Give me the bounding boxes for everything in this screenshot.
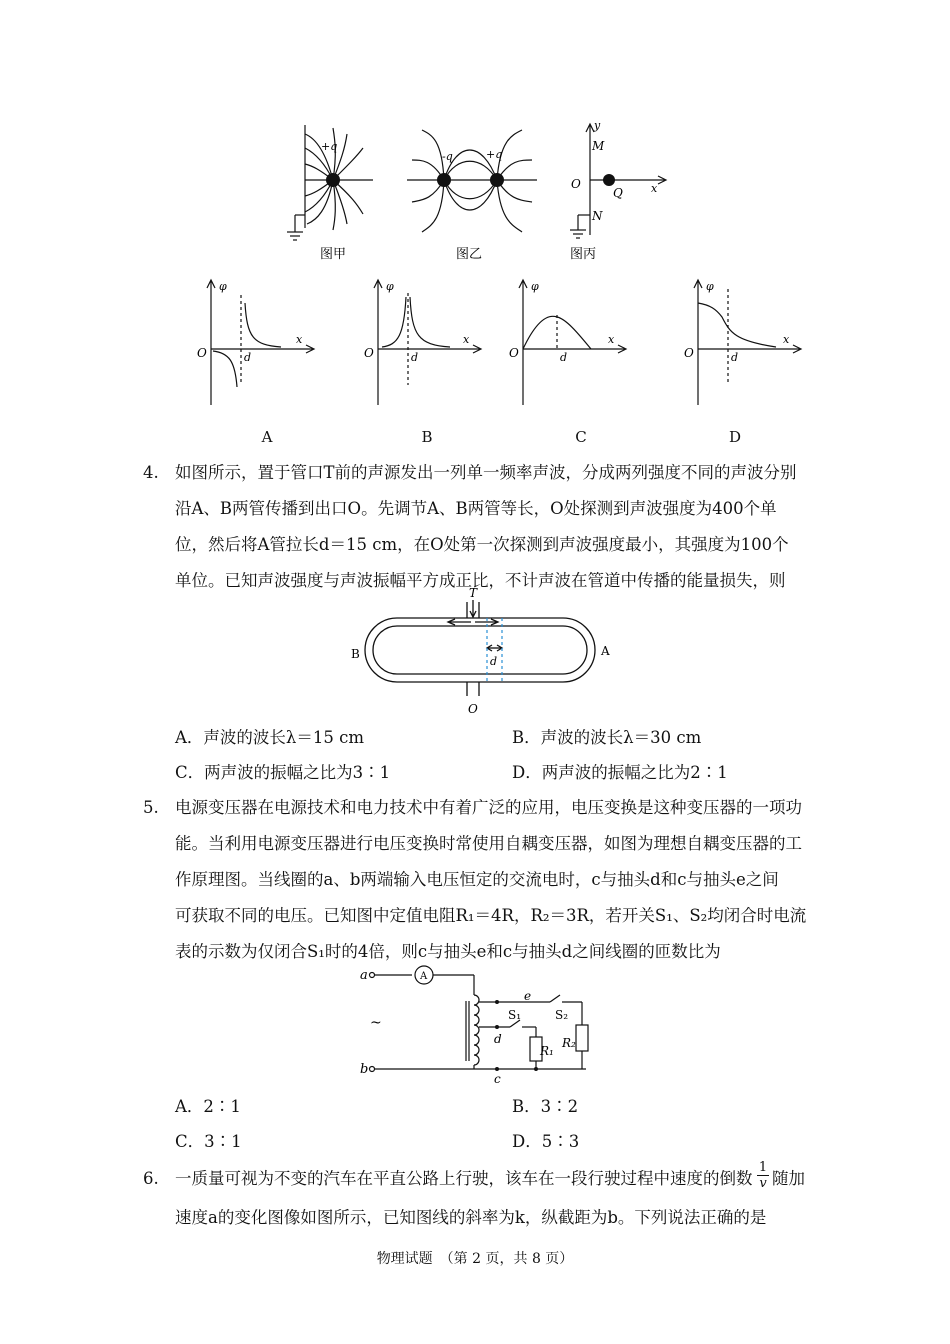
svg-text:c: c [494,1072,501,1086]
q5-line-1: 电源变压器在电源技术和电力技术中有着广泛的应用，电压变换是这种变压器的一项功 [175,798,802,817]
svg-text:b: b [360,1062,369,1077]
figure-jia [285,120,385,265]
q6-line-2: 速度a的变化图像如图所示，已知图线的斜率为k，纵截距为b。下列说法正确的是 [175,1208,767,1227]
graph-b [360,275,490,410]
q4-option-b: B．声波的波长λ＝30 cm [512,728,702,747]
svg-text:d: d [411,351,419,364]
q5-circuit-figure [360,965,600,1085]
q4-line-2: 沿A、B两管传播到出口O。先调节A、B两管等长，O处探测到声波强度为400个单 [175,499,777,518]
svg-text:O: O [364,346,374,360]
svg-text:O: O [571,177,581,191]
yi-neg-charge: -q [442,150,453,163]
svg-text:φ: φ [219,280,227,293]
svg-text:x: x [783,333,790,346]
svg-text:O: O [684,346,694,360]
graph-label-b: B [421,428,433,446]
svg-text:O: O [468,702,478,716]
q6-line-1-tail: 随加 [772,1169,805,1188]
svg-text:φ: φ [706,280,714,293]
svg-text:A: A [601,644,610,658]
svg-text:d: d [490,655,498,668]
svg-text:x: x [296,333,303,346]
q5-option-b: B．3∶2 [512,1097,579,1116]
q4-pipe-figure [345,588,615,718]
svg-text:φ: φ [386,280,394,293]
svg-text:d: d [244,351,252,364]
svg-text:x: x [608,333,615,346]
q5-option-d: D．5∶3 [512,1132,580,1151]
q6-fraction-numerator: 1 [758,1160,768,1175]
q4-number: 4. [143,463,159,482]
page-footer: 物理试题 （第 2 页，共 8 页） [376,1251,574,1267]
q5-line-2: 能。当利用电源变压器进行电压变换时常使用自耦变压器，如图为理想自耦变压器的工 [175,834,802,853]
svg-text:a: a [360,968,368,983]
svg-text:S₁: S₁ [508,1008,522,1022]
svg-text:x: x [463,333,470,346]
graph-a [193,275,323,410]
svg-text:d: d [494,1032,502,1046]
bing-caption: 图丙 [570,247,597,262]
q4-line-4: 单位。已知声波强度与声波振幅平方成正比，不计声波在管道中传播的能量损失，则 [175,571,786,590]
graph-label-c: C [575,428,587,446]
q5-line-5: 表的示数为仅闭合S₁时的4倍，则c与抽头e和c与抽头d之间线圈的匝数比为 [175,942,721,961]
svg-text:d: d [731,351,739,364]
q4-option-c: C．两声波的振幅之比为3∶1 [175,763,391,782]
q6-number: 6. [143,1169,159,1188]
svg-text:d: d [560,351,568,364]
svg-text:O: O [197,346,207,360]
figure-bing [565,120,685,265]
jia-caption: 图甲 [320,247,347,262]
figure-yi [402,120,542,265]
jia-charge: +q [321,140,338,153]
svg-text:y: y [594,119,601,132]
q4-line-1: 如图所示，置于管口T前的声源发出一列单一频率声波，分成两列强度不同的声波分别 [175,463,797,482]
svg-text:φ: φ [531,280,539,293]
svg-text:A: A [420,971,428,982]
q5-line-3: 作原理图。当线圈的a、b两端输入电压恒定的交流电时，c与抽头d和c与抽头e之间 [175,870,779,889]
graph-label-a: A [261,428,273,446]
graph-d [680,275,810,410]
svg-text:e: e [524,989,532,1003]
q4-option-a: A．声波的波长λ＝15 cm [175,728,365,747]
svg-text:M: M [592,139,605,153]
q6-line-1: 一质量可视为不变的汽车在平直公路上行驶，该车在一段行驶过程中速度的倒数 [175,1169,753,1188]
yi-caption: 图乙 [456,247,483,262]
yi-pos-charge: +q [486,148,503,161]
q6-fraction-denominator: v [759,1176,767,1191]
svg-text:R₂: R₂ [562,1036,576,1050]
graph-label-d: D [728,428,742,446]
svg-text:x: x [651,182,658,195]
svg-text:R₁: R₁ [540,1044,554,1058]
svg-text:N: N [592,209,603,223]
q4-option-d: D．两声波的振幅之比为2∶1 [512,763,728,782]
svg-text:O: O [509,346,519,360]
svg-text:Q: Q [613,186,623,200]
graph-c [505,275,635,410]
q4-line-3: 位，然后将A管拉长d＝15 cm，在O处第一次探测到声波强度最小，其强度为100个 [175,535,789,554]
q5-number: 5. [143,798,159,817]
q5-option-c: C．3∶1 [175,1132,242,1151]
svg-text:B: B [351,647,360,661]
svg-text:~: ~ [370,1015,382,1031]
q5-line-4: 可获取不同的电压。已知图中定值电阻R₁＝4R，R₂＝3R，若开关S₁、S₂均闭合时电流 [175,906,807,925]
q6-fraction [757,1160,769,1191]
svg-text:T: T [469,586,478,600]
svg-text:S₂: S₂ [555,1008,569,1022]
q5-option-a: A．2∶1 [175,1097,241,1116]
